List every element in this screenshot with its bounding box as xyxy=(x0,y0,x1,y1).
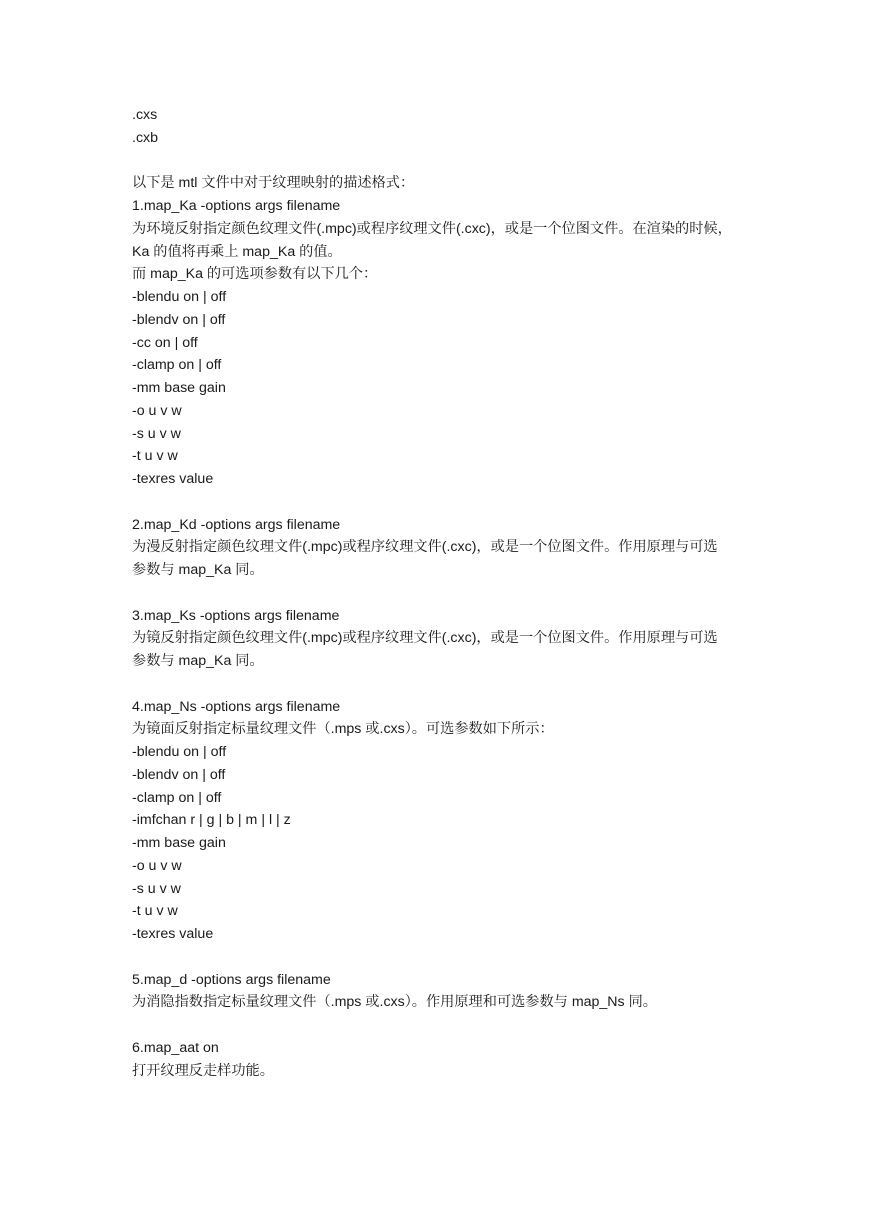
option-line: -cc on | off xyxy=(132,334,198,351)
option-line: -o u v w xyxy=(132,857,182,874)
option-line: -blendu on | off xyxy=(132,289,227,305)
intro-text: 以下是 mtl 文件中对于纹理映射的描述格式： xyxy=(132,175,415,192)
option-line: -o u v w xyxy=(132,402,182,419)
option-line: -mm base gain xyxy=(132,380,226,396)
option-line: -texres value xyxy=(132,471,214,487)
section-1-heading: 1.map_Ka -options args filename xyxy=(132,198,341,214)
blank-line xyxy=(132,946,752,969)
blank-line xyxy=(132,150,752,173)
option-line: -s u v w xyxy=(132,880,181,897)
option-line: -t u v w xyxy=(132,903,178,920)
section-3-desc: 为镜反射指定颜色纹理文件(.mpc)或程序纹理文件(.cxc)，或是一个位图文件。作用原理与可选 xyxy=(132,630,718,647)
option-line: -blendv on | off xyxy=(132,311,226,328)
option-line: -texres value xyxy=(132,926,214,942)
option-line: -clamp on | off xyxy=(132,789,222,806)
section-3-heading: 3.map_Ks -options args filename xyxy=(132,607,340,624)
section-5-desc: 为消隐指数指定标量纹理文件（.mps 或.cxs）。作用原理和可选参数与 map_Ns 同。 xyxy=(132,994,657,1011)
section-4-heading: 4.map_Ns -options args filename xyxy=(132,698,341,715)
blank-line xyxy=(132,673,752,696)
section-2-heading: 2.map_Kd -options args filename xyxy=(132,516,341,533)
option-line: -clamp on | off xyxy=(132,357,222,374)
option-line: -s u v w xyxy=(132,425,181,442)
section-6-desc: 打开纹理反走样功能。 xyxy=(132,1062,274,1079)
extension-line: .cxs xyxy=(132,107,158,123)
option-line: -blendu on | off xyxy=(132,744,227,760)
extension-line: .cxb xyxy=(132,129,159,146)
option-line: -t u v w xyxy=(132,448,178,465)
section-1-desc: 为环境反射指定颜色纹理文件(.mpc)或程序纹理文件(.cxc)，或是一个位图文件。在渲染的时候， xyxy=(132,220,732,237)
blank-line xyxy=(132,582,752,605)
blank-line xyxy=(132,491,752,514)
section-2-desc: 参数与 map_Ka 同。 xyxy=(132,562,264,578)
blank-line xyxy=(132,1014,752,1037)
section-6-heading: 6.map_aat on xyxy=(132,1039,219,1056)
section-2-desc: 为漫反射指定颜色纹理文件(.mpc)或程序纹理文件(.cxc)，或是一个位图文件。作用原理与可选 xyxy=(132,539,718,556)
option-line: -imfchan r | g | b | m | l | z xyxy=(132,812,291,829)
section-5-heading: 5.map_d -options args filename xyxy=(132,971,331,988)
section-3-desc: 参数与 map_Ka 同。 xyxy=(132,653,264,669)
section-1-desc: Ka 的值将再乘上 map_Ka 的值。 xyxy=(132,243,342,260)
option-line: -mm base gain xyxy=(132,835,226,851)
section-4-desc: 为镜面反射指定标量纹理文件（.mps 或.cxs）。可选参数如下所示： xyxy=(132,721,554,738)
section-1-options-intro: 而 map_Ka 的可选项参数有以下几个： xyxy=(132,266,378,283)
document-page xyxy=(132,104,752,1082)
option-line: -blendv on | off xyxy=(132,766,226,783)
